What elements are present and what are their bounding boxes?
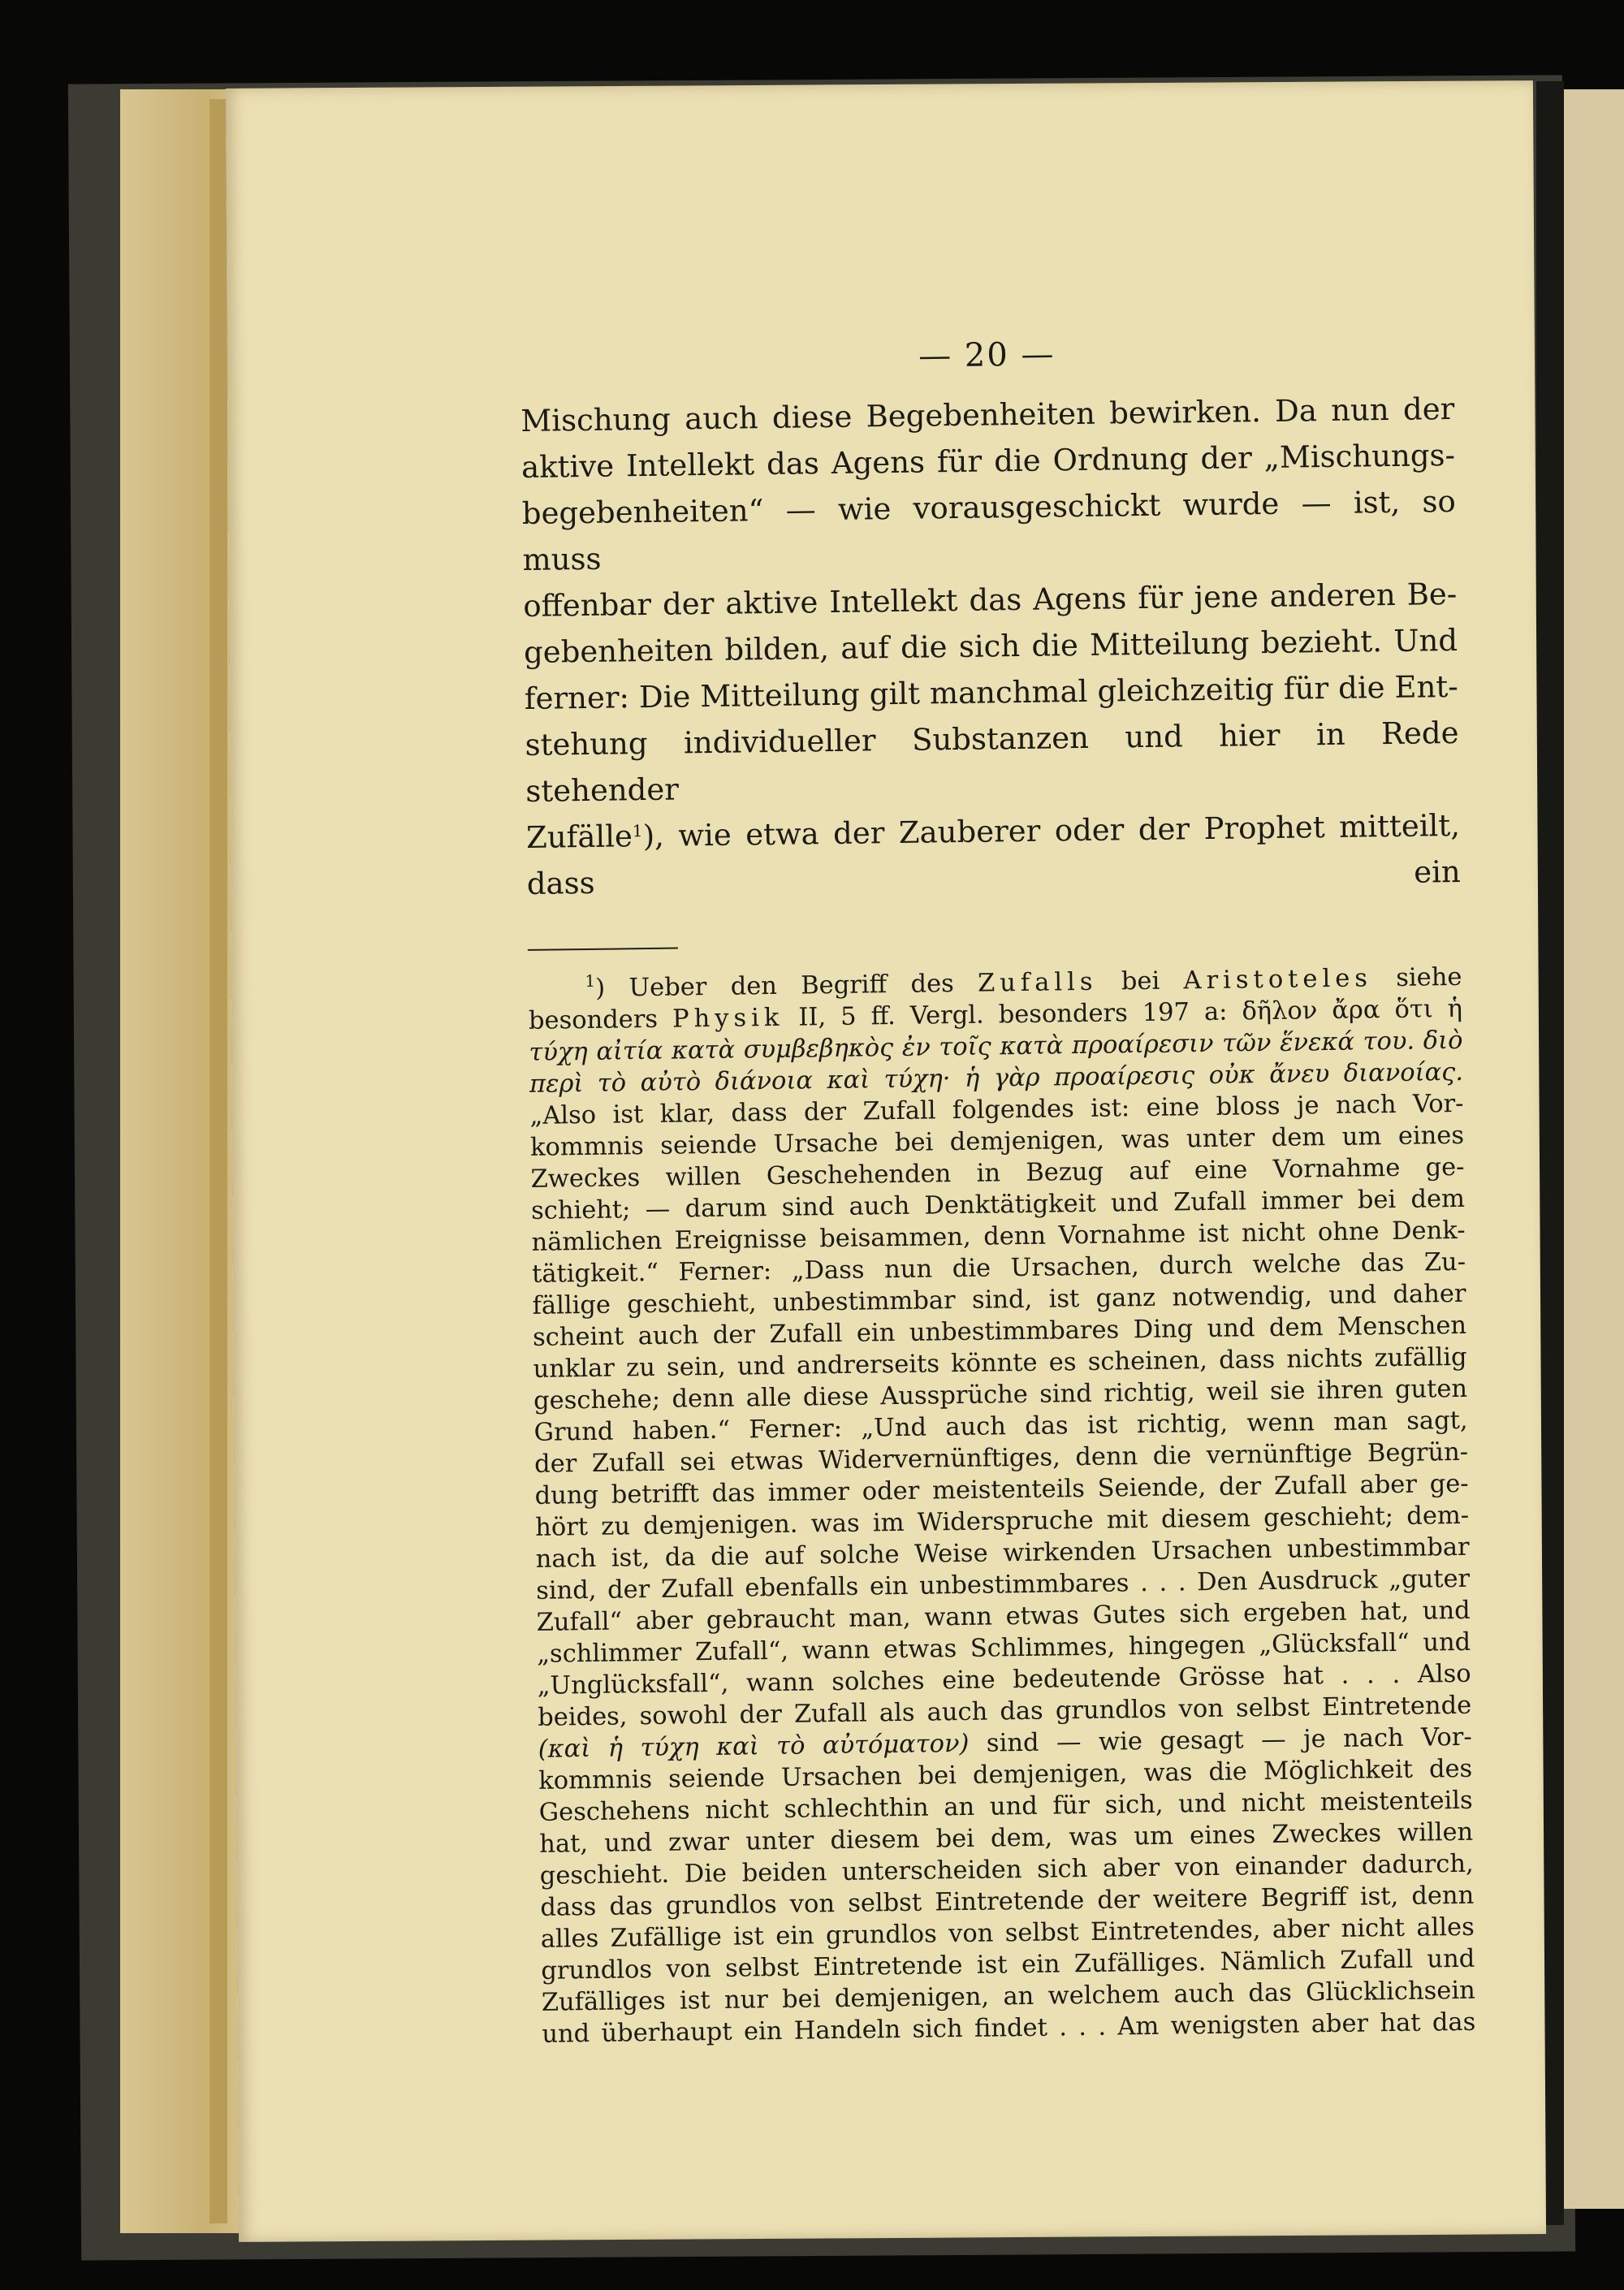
footnote-greek-parenthetical: (καὶ ἡ τύχη καὶ τὸ αὐτόματον) — [538, 1729, 970, 1764]
footnote-line: Zweckes willen Geschehenden in Bezug auf eine Vornahme ge- — [530, 1152, 1465, 1194]
main-text-line: stehung individueller Substanzen und hier in Rede stehender — [525, 715, 1459, 809]
footnote-line: geschehe; denn alle diese Aussprüche sind richtig, weil sie ihren guten — [533, 1374, 1468, 1415]
footnote-marker: 1 — [585, 970, 596, 992]
footnote-line: „schlimmer Zufall“, wann etwas Schlimmes, hingegen „Glücksfall“ und — [537, 1627, 1471, 1669]
footnote-greek-line: περὶ τὸ αὐτὸ διάνοια καὶ τύχη· ἡ γὰρ προαίρεσις οὐκ ἄνευ διανοίας. — [529, 1057, 1464, 1099]
footnote-line: schieht; — darum sind auch Denktätigkeit und Zufall immer bei dem — [530, 1184, 1466, 1225]
footnote-line: grundlos von selbst Eintretende ist ein Zufälliges. Nämlich Zufall und — [541, 1944, 1475, 1985]
footnote-line: der Zufall sei etwas Widervernünftiges, denn die vernünftige Begrün- — [533, 1437, 1469, 1479]
next-page-edge — [1564, 89, 1624, 2209]
footnote-line: kommnis seiende Ursache bei demjenigen, was unter dem um eines — [529, 1121, 1465, 1162]
page-text-block — [520, 325, 1476, 2050]
footnote-segment: sind — wie gesagt — je nach Vor- — [969, 1722, 1472, 1758]
main-text-line: ferner: Die Mitteilung gilt manchmal gleichzeitig für die Ent- — [524, 668, 1459, 716]
main-text — [520, 386, 1461, 907]
main-text-line: begebenheiten“ — wie vorausgeschickt wurde — ist, so muss — [521, 483, 1457, 577]
main-text-segment: ), wie etwa der Zauberer oder der Prophet mitteilt, dass ein — [526, 807, 1461, 901]
main-text-line: gebenheiten bilden, auf die sich die Mitteilung bezieht. Und — [523, 622, 1458, 670]
footnote-term: Zufalls — [977, 967, 1098, 998]
page-number: — 20 — — [918, 335, 1056, 375]
main-text-line: offenbar der aktive Intellekt das Agens für jene anderen Be- — [523, 576, 1458, 624]
footnote-line: dung betrifft das immer oder meistenteils Seiende, der Zufall aber ge- — [534, 1469, 1469, 1510]
footnote-segment: II, 5 ff. Vergl. besonders 197 a: δῆλον ἄρα ὅτι ἡ — [784, 994, 1463, 1032]
footnote-line: kommnis seiende Ursachen bei demjenigen, was die Möglichkeit des — [538, 1754, 1473, 1795]
footnote-line: nach ist, da die auf solche Weise wirkenden Ursachen unbestimmbar — [535, 1532, 1470, 1574]
footnote-line: beides, sowohl der Zufall als auch das grundlos von selbst Eintretende — [538, 1691, 1472, 1732]
footnote-line: geschieht. Die beiden unterscheiden sich aber von einander dadurch, — [539, 1849, 1474, 1890]
footnote-line: nämlichen Ereignisse beisammen, denn Vornahme ist nicht ohne Denk- — [531, 1216, 1466, 1257]
main-text-line: aktive Intellekt das Agens für die Ordnung der „Mischungs- — [520, 437, 1456, 485]
footnote-line: hört zu demjenigen. was im Widerspruche mit diesem geschieht; dem- — [534, 1501, 1470, 1542]
main-text-word: Zufälle — [525, 819, 633, 855]
footnote-greek-line: τύχη αἰτία κατὰ συμβεβηκὸς ἐν τοῖς κατὰ προαίρεσιν τῶν ἕνεκά του. διὸ — [529, 1026, 1463, 1067]
footnote-divider — [528, 948, 678, 951]
footnote-line: fällige geschieht, unbestimmbar sind, ist ganz notwendig, und daher — [532, 1279, 1466, 1320]
main-text-last-line — [526, 802, 1461, 907]
footnote-author: Aristoteles — [1183, 964, 1373, 996]
footnote-line: sind, der Zufall ebenfalls ein unbestimmbares . . . Den Ausdruck „guter — [535, 1564, 1471, 1605]
footnote-line: „Unglücksfall“, wann solches eine bedeutende Grösse hat . . . Also — [537, 1659, 1471, 1700]
footnote-reference: 1 — [632, 821, 643, 841]
footnote-line: Zufall“ aber gebraucht man, wann etwas Gutes sich ergeben hat, und — [536, 1596, 1471, 1637]
footnote-line: alles Zufällige ist ein grundlos von selbst Eintretendes, aber nicht alles — [540, 1912, 1475, 1954]
footnote-segment: bei — [1097, 966, 1184, 996]
footnote-segment: siehe — [1371, 962, 1462, 993]
footnote-line: dass das grundlos von selbst Eintretende der weitere Begriff ist, denn — [540, 1881, 1475, 1922]
footnote-line: Zufälliges ist nur bei demjenigen, an welchem auch das Glücklichsein — [541, 1976, 1475, 2017]
footnote-line: und überhaupt ein Handeln sich findet . . . Am wenigsten aber hat das — [542, 2007, 1476, 2049]
footnote-line: scheint auch der Zufall ein unbestimmbares Ding und dem Menschen — [532, 1311, 1467, 1352]
footnote-segment: besonders — [528, 1005, 673, 1035]
footnote — [528, 961, 1475, 2050]
main-text-line: Mischung auch diese Begebenheiten bewirken. Da nun der — [520, 391, 1455, 439]
page-edge-strip — [209, 99, 227, 2223]
footnote-line: Geschehens nicht schlechthin an und für sich, und nicht meistenteils — [538, 1786, 1473, 1827]
footnote-line: unklar zu sein, und andrerseits könnte es scheinen, dass nichts zufällig — [533, 1342, 1467, 1384]
footnote-line: Grund haben.“ Ferner: „Und auch das ist richtig, wenn man sagt, — [533, 1406, 1468, 1447]
footnote-line: tätigkeit.“ Ferner: „Dass nun die Ursachen, durch welche das Zu- — [531, 1247, 1466, 1289]
footnote-work: Physik — [672, 1003, 784, 1034]
footnote-segment: ) Ueber den Begriff des — [595, 969, 978, 1003]
footnote-line: hat, und zwar unter diesem bei dem, was um eines Zweckes willen — [539, 1817, 1474, 1859]
footnote-line: „Also ist klar, dass der Zufall folgendes ist: eine bloss je nach Vor- — [529, 1089, 1464, 1130]
